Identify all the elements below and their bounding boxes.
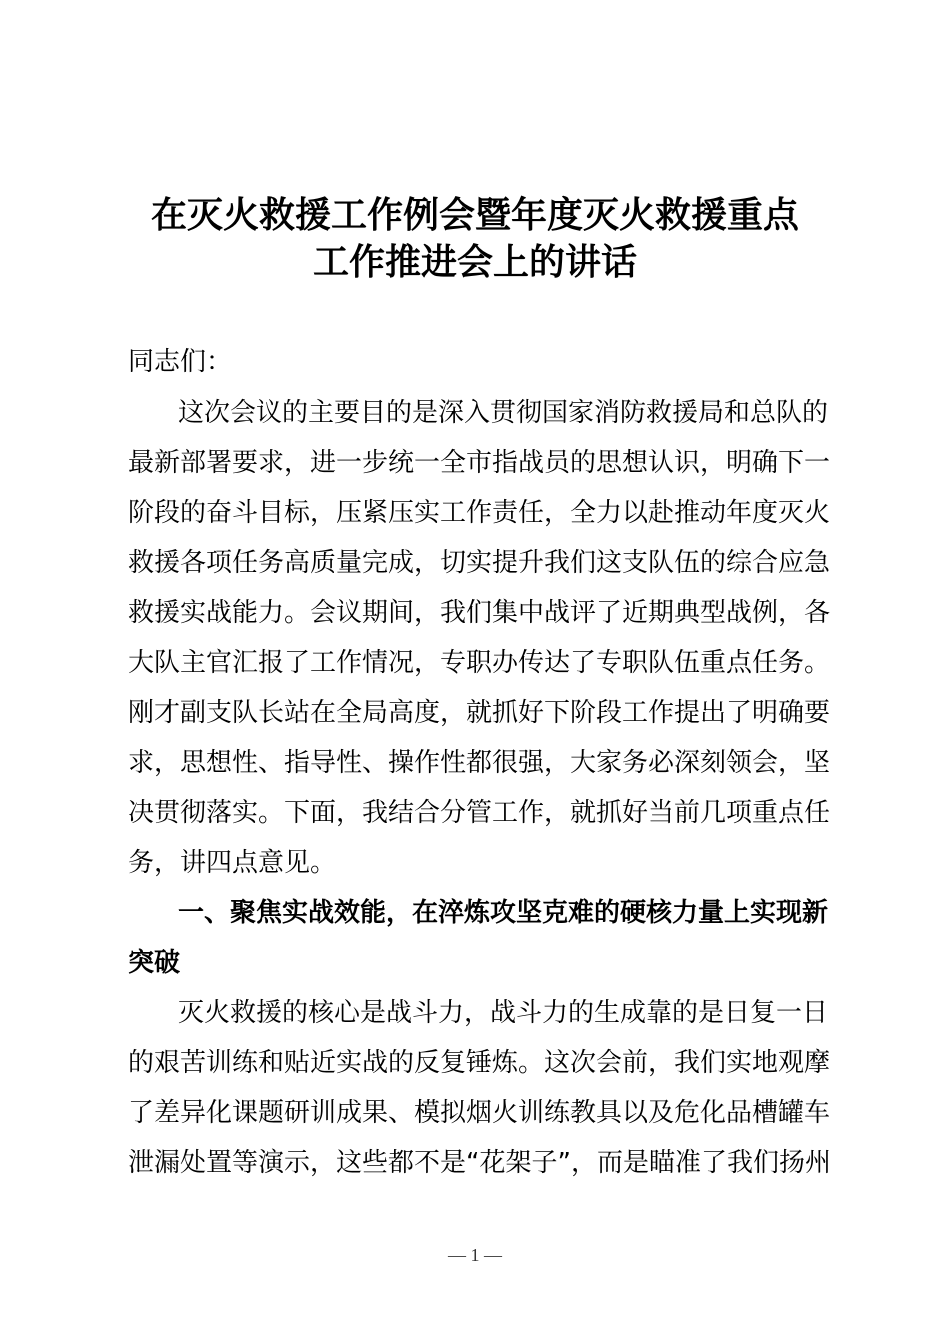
page-number: — 1 —: [448, 1245, 502, 1265]
text-line: 刚才副支队长站在全局高度，就抓好下阶段工作提出了明确要: [128, 698, 831, 728]
text-line: 一、聚焦实战效能，在淬炼攻坚克难的硬核力量上实现新: [178, 898, 829, 928]
text-line: 最新部署要求，进一步统一全市指战员的思想认识，明确下一: [128, 448, 831, 478]
text-line: 突破: [128, 948, 181, 978]
text-line: 了差异化课题研训成果、模拟烟火训练教具以及危化品槽罐车: [128, 1098, 831, 1128]
title-line: 在灭火救援工作例会暨年度灭火救援重点: [150, 195, 799, 236]
text-line: 的艰苦训练和贴近实战的反复锤炼。这次会前，我们实地观摩: [128, 1048, 831, 1078]
title-line: 工作推进会上的讲话: [312, 242, 637, 283]
text-line: 泄漏处置等演示，这些都不是“花架子”，而是瞄准了我们扬州: [128, 1148, 831, 1178]
text-line: 阶段的奋斗目标，压紧压实工作责任，全力以赴推动年度灭火: [128, 498, 831, 528]
text-line: 这次会议的主要目的是深入贯彻国家消防救援局和总队的: [178, 398, 829, 428]
text-line: 灭火救援的核心是战斗力，战斗力的生成靠的是日复一日: [178, 998, 829, 1028]
text-line: 大队主官汇报了工作情况，专职办传达了专职队伍重点任务。: [128, 648, 831, 678]
text-line: 求，思想性、指导性、操作性都很强，大家务必深刻领会，坚: [128, 748, 831, 778]
greeting: 同志们：: [128, 347, 233, 377]
text-line: 救援各项任务高质量完成，切实提升我们这支队伍的综合应急: [128, 548, 831, 578]
text-line: 决贯彻落实。下面，我结合分管工作，就抓好当前几项重点任: [128, 798, 831, 828]
text-line: 务，讲四点意见。: [128, 848, 337, 878]
text-line: 救援实战能力。会议期间，我们集中战评了近期典型战例，各: [128, 598, 831, 628]
